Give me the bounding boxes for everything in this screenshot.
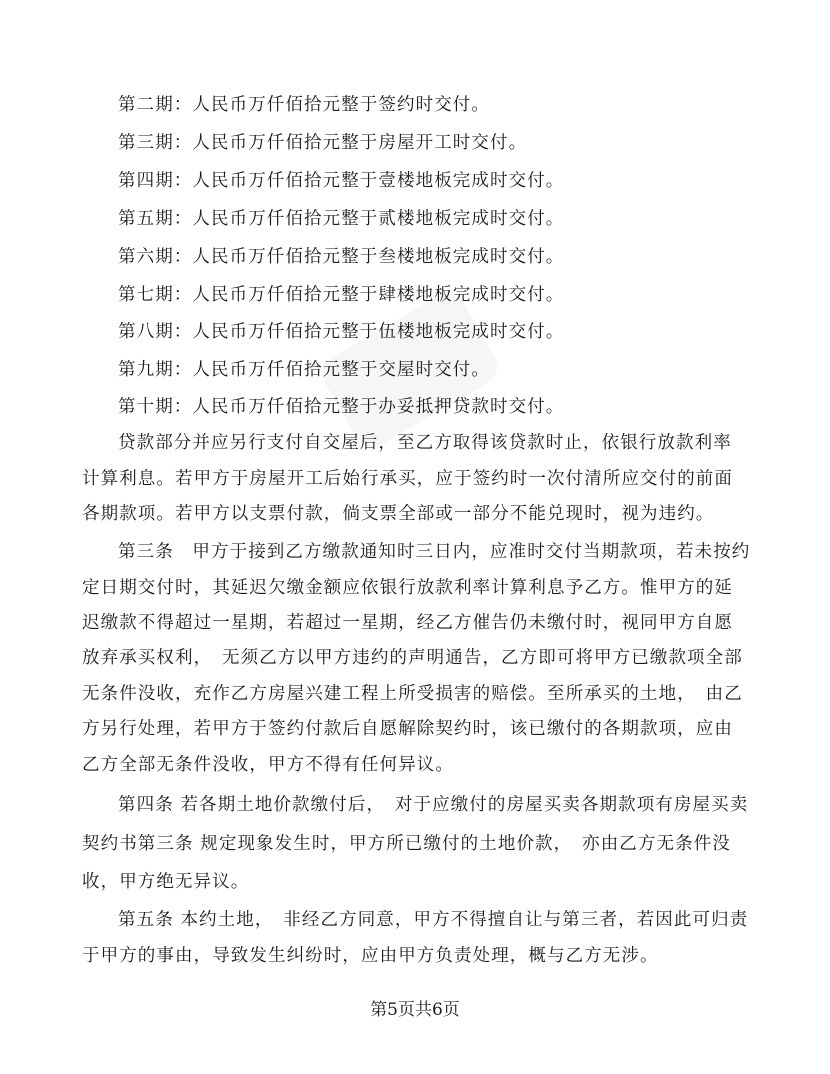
installment-line: 第六期：人民币万仟佰拾元整于叁楼地板完成时交付。 [118, 247, 565, 267]
article-3-line: 方另行处理，若甲方于签约付款后自愿解除契约时，该已缴付的各期款项，应由 [82, 719, 733, 739]
installment-line: 第二期：人民币万仟佰拾元整于签约时交付。 [118, 95, 490, 115]
installment-line: 第七期：人民币万仟佰拾元整于肆楼地板完成时交付。 [118, 285, 565, 305]
installment-line: 第五期：人民币万仟佰拾元整于贰楼地板完成时交付。 [118, 209, 565, 229]
page-number-footer: 第5页共6页 [370, 1000, 460, 1020]
article-5-line: 第五条 本约土地， 非经乙方同意，甲方不得擅自让与第三者，若因此可归责 [118, 910, 749, 930]
article-4-line: 收，甲方绝无异议。 [82, 872, 250, 892]
article-3-line: 放弃承买权利， 无须乙方以甲方违约的声明通告，乙方即可将甲方已缴款项全部 [82, 648, 743, 668]
article-4-line: 第四条 若各期土地价款缴付后， 对于应缴付的房屋买卖各期款项有房屋买卖 [118, 795, 749, 815]
installment-line: 第八期：人民币万仟佰拾元整于伍楼地板完成时交付。 [118, 322, 565, 342]
article-3-line: 迟缴款不得超过一星期，若超过一星期，经乙方催告仍未缴付时，视同甲方自愿 [82, 613, 733, 633]
installment-line: 第十期：人民币万仟佰拾元整于办妥抵押贷款时交付。 [118, 397, 565, 417]
article-5-line: 于甲方的事由，导致发生纠纷时，应由甲方负责处理，概与乙方无涉。 [82, 946, 659, 966]
article-3-line: 无条件没收，充作乙方房屋兴建工程上所受损害的赔偿。至所承买的土地， 由乙 [82, 684, 743, 704]
article-3-line: 第三条 甲方于接到乙方缴款通知时三日内，应准时交付当期款项，若未按约 [118, 542, 751, 562]
paragraph-loan-line: 贷款部分并应另行支付自交屋后，至乙方取得该贷款时止，依银行放款利率 [118, 433, 732, 453]
paragraph-loan-line: 各期款项。若甲方以支票付款，倘支票全部或一部分不能兑现时，视为违约。 [82, 504, 715, 524]
article-3-line: 定日期交付时，其延迟欠缴金额应依银行放款利率计算利息予乙方。惟甲方的延 [82, 578, 733, 598]
article-3-line: 乙方全部无条件没收，甲方不得有任何异议。 [82, 755, 454, 775]
paragraph-loan-line: 计算利息。若甲方于房屋开工后始行承买，应于签约时一次付清所应交付的前面 [82, 469, 733, 489]
installment-line: 第三期：人民币万仟佰拾元整于房屋开工时交付。 [118, 133, 528, 153]
article-4-line: 契约书第三条 规定现象发生时，甲方所已缴付的土地价款， 亦由乙方无条件没 [82, 834, 731, 854]
installment-line: 第九期：人民币万仟佰拾元整于交屋时交付。 [118, 360, 490, 380]
installment-line: 第四期：人民币万仟佰拾元整于壹楼地板完成时交付。 [118, 171, 565, 191]
